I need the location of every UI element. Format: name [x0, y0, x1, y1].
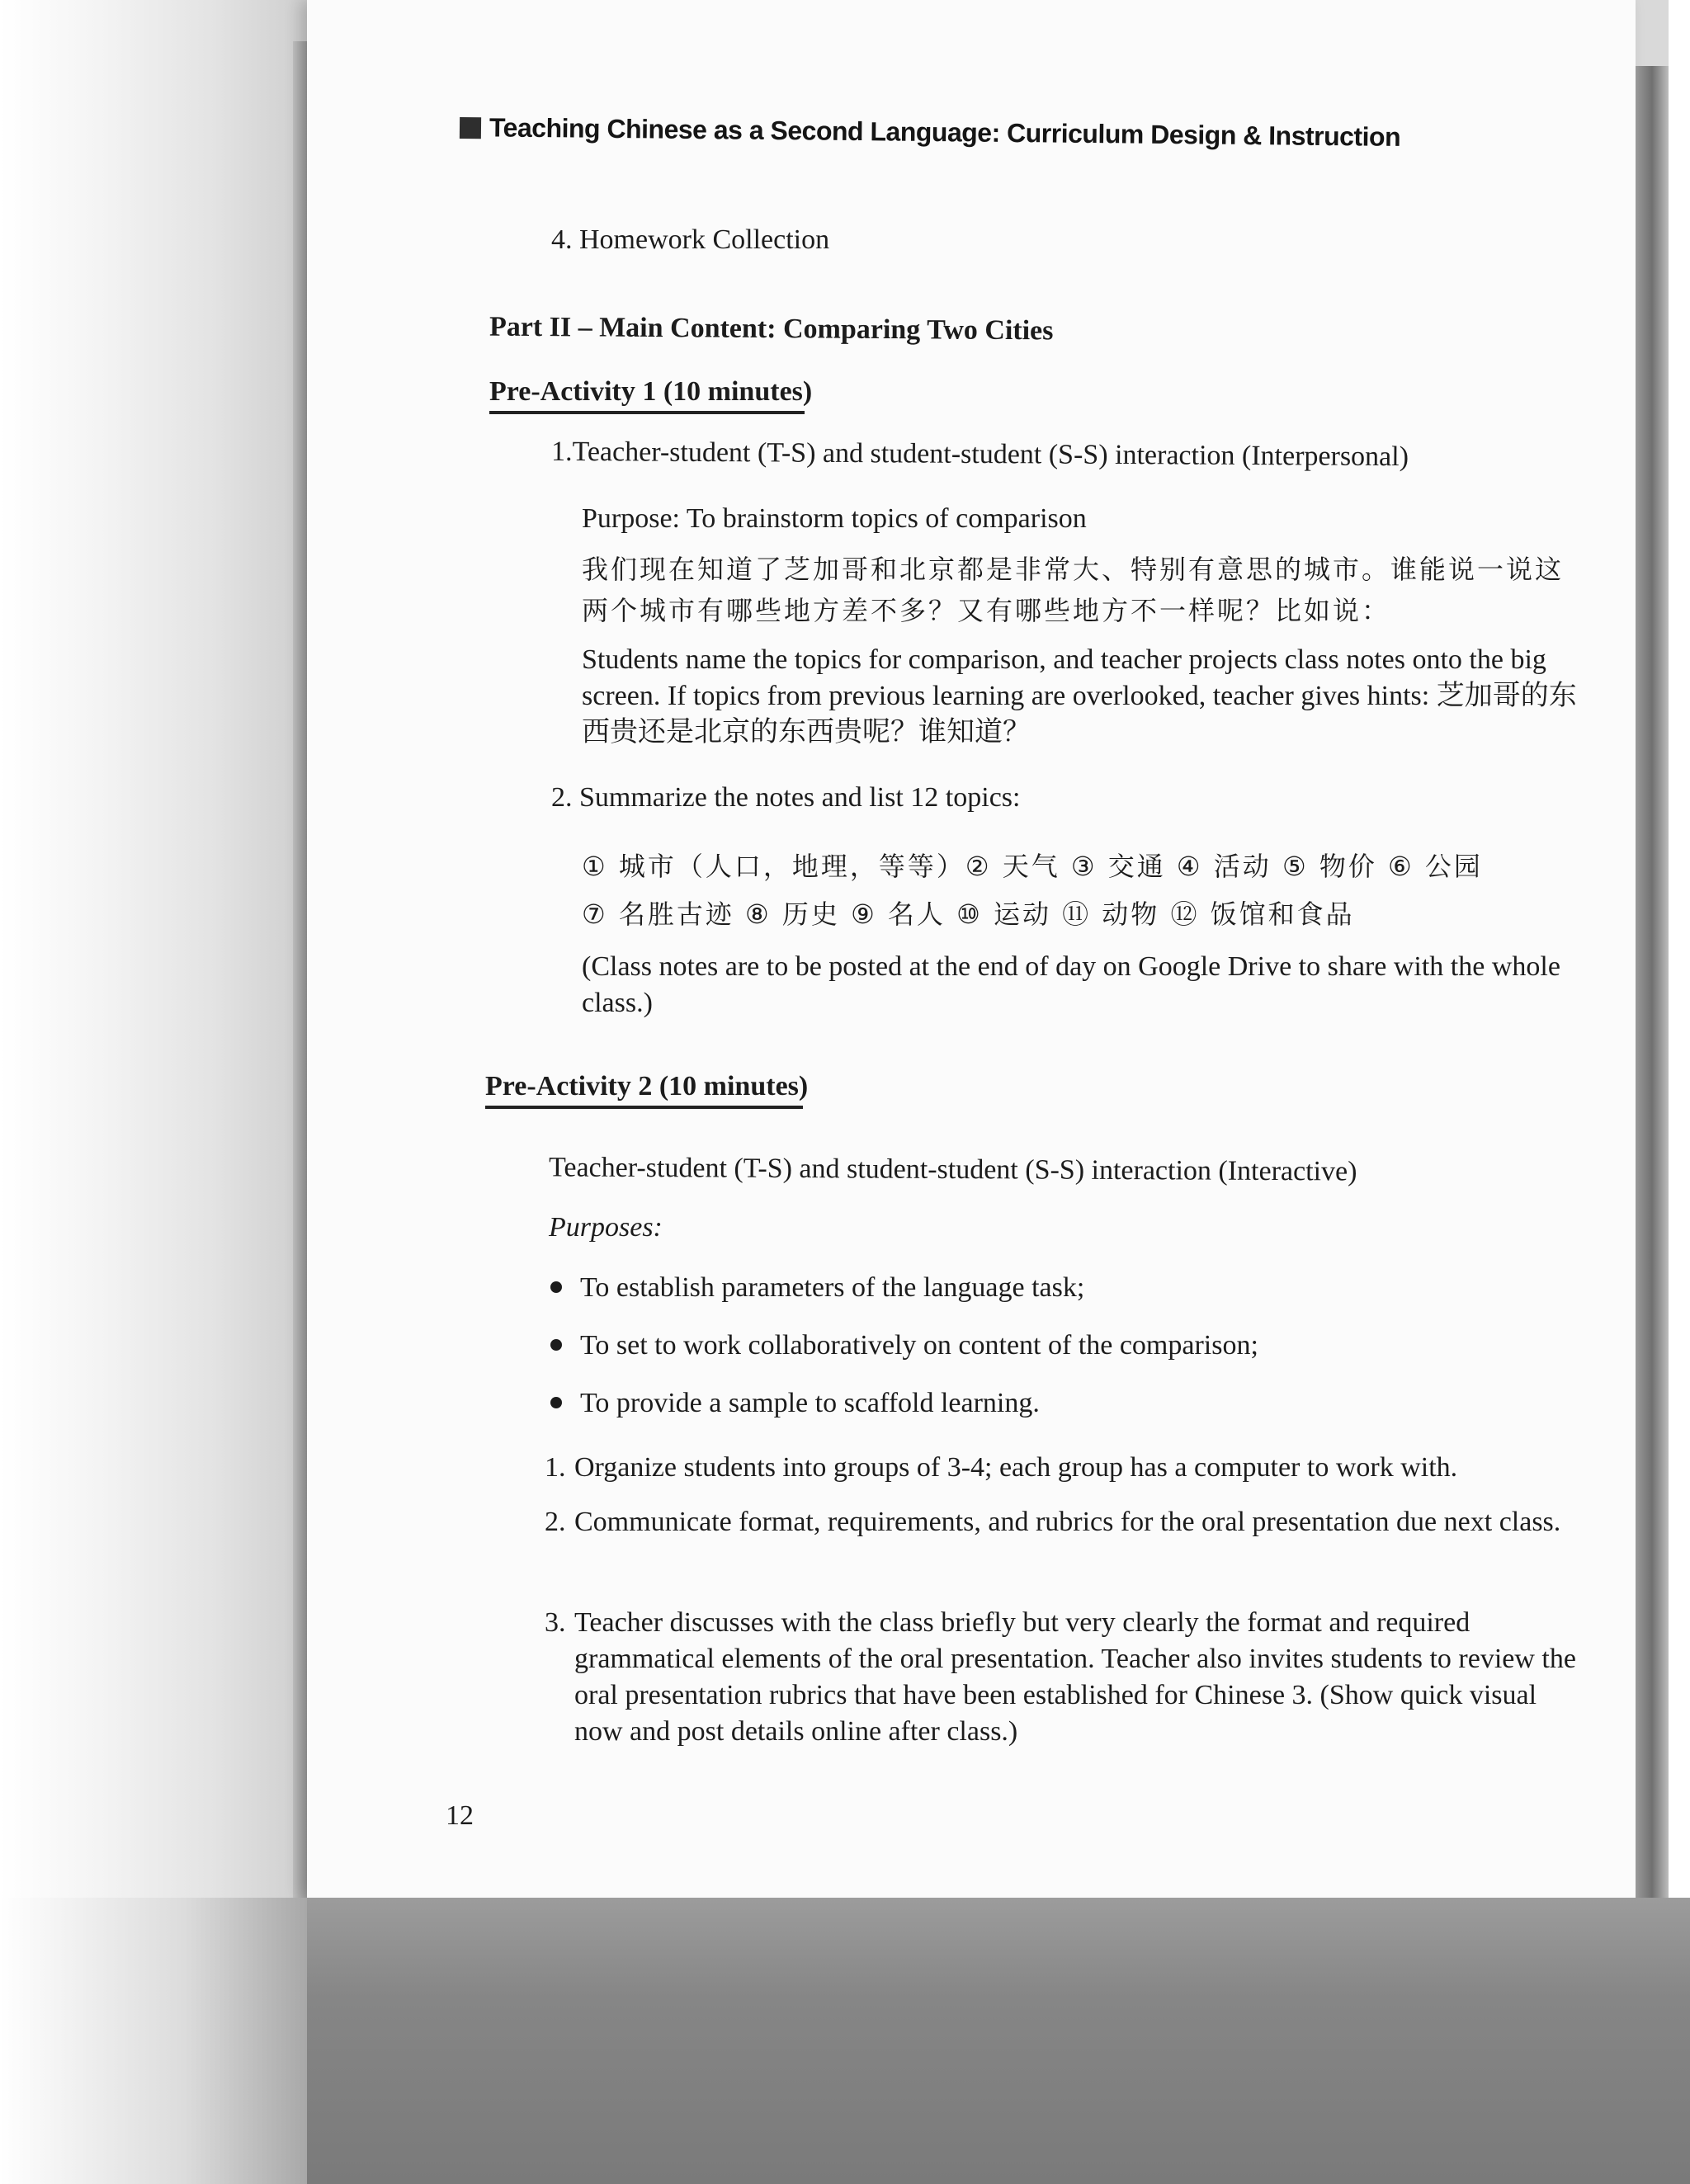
scan-background-left — [0, 0, 330, 2184]
pre-activity-2-heading: Pre-Activity 2 (10 minutes) — [485, 1069, 803, 1109]
pre-activity-1-purpose: Purpose: To brainstorm topics of comparison — [582, 503, 1087, 534]
scan-background-bottom-left — [0, 1898, 307, 2184]
scan-background-right — [1669, 0, 1690, 2184]
purpose-bullet: To establish parameters of the language task; — [550, 1271, 1084, 1305]
pre-activity-2-interaction: Teacher-student (T-S) and student-student (S-S) interaction (Interactive) — [548, 1152, 1357, 1187]
header-title: Teaching Chinese as a Second Language: Curriculum Design & Instruction — [489, 112, 1401, 152]
topics-line-1: ① 城市（人口，地理，等等）② 天气 ③ 交通 ④ 活动 ⑤ 物价 ⑥ 公园 — [582, 851, 1483, 882]
bullet-icon — [550, 1397, 562, 1408]
purpose-bullet: To provide a sample to scaffold learning. — [550, 1386, 1040, 1421]
page-right-edge-shadow — [1636, 66, 1669, 2184]
topics-line-2: ⑦ 名胜古迹 ⑧ 历史 ⑨ 名人 ⑩ 运动 ⑪ 动物 ⑫ 饭馆和食品 — [582, 899, 1355, 930]
part2-title: Part II – Main Content: Comparing Two Cities — [489, 311, 1054, 347]
scan-bottom-shadow — [307, 1898, 1690, 2184]
homework-collection-item: 4. Homework Collection — [551, 224, 830, 255]
students-name-topics-text: Students name the topics for comparison, and teacher projects class notes onto the big screen. If topics from previous learning are overlooked, teacher gives hints: 芝加哥的东西贵还是北京的东西贵呢？谁知道？ — [582, 644, 1577, 748]
bullet-icon — [550, 1281, 562, 1293]
header-square-icon — [460, 117, 481, 139]
pre-activity-2-step: 2. Communicate format, requirements, and rubrics for the oral presentation due next class. — [545, 1507, 1561, 1537]
page-number: 12 — [446, 1800, 474, 1831]
pre-activity-1-step-1: 1.Teacher-student (T-S) and student-student (S-S) interaction (Interpersonal) — [550, 436, 1409, 473]
bullet-icon — [550, 1339, 562, 1351]
pre-activity-2-step: 3. Teacher discusses with the class briefly but very clearly the format and required grammatical elements of the oral presentation. Teacher also invites students to review the oral presentation rubrics that have been established for Chinese 3. (Show quick visual now and post details online after class.) — [545, 1607, 1576, 1747]
pre-activity-1-step-2: 2. Summarize the notes and list 12 topics: — [551, 782, 1021, 813]
class-notes-text: (Class notes are to be posted at the end of day on Google Drive to share with the whole class.) — [582, 951, 1560, 1018]
purpose-bullet: To set to work collaboratively on content of the comparison; — [550, 1328, 1258, 1363]
pre-activity-1-heading: Pre-Activity 1 (10 minutes) — [489, 375, 805, 414]
purposes-label: Purposes: — [549, 1212, 663, 1243]
pre-activity-2-step: 1. Organize students into groups of 3-4; each group has a computer to work with. — [545, 1452, 1458, 1483]
chinese-prompt: 我们现在知道了芝加哥和北京都是非常大、特别有意思的城市。谁能说一说这两个城市有哪些地方差不多？又有哪些地方不一样呢？比如说： — [582, 554, 1565, 626]
